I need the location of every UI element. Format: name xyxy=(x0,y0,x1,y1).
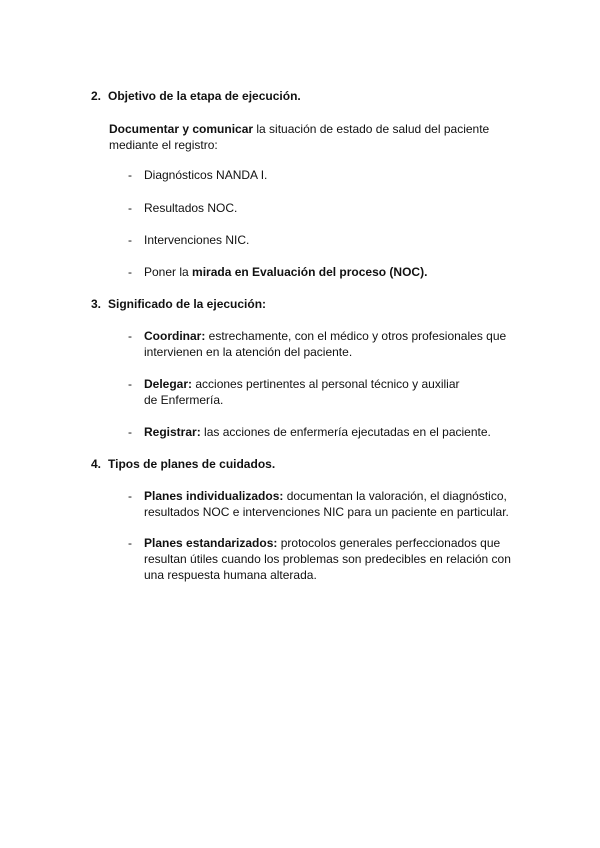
list-item-text xyxy=(144,328,523,360)
section-number: 2. xyxy=(91,89,102,103)
bullet-dash: - xyxy=(128,425,132,439)
item-pre: Poner la xyxy=(144,265,193,279)
section-title: Significado de la ejecución: xyxy=(108,297,267,311)
item-text: protocolos generales perfeccionados que resultan útiles cuando los problemas son predecibles en relación con una respuesta humana alterada. xyxy=(144,536,511,582)
bullet-dash: - xyxy=(128,265,132,279)
bullet-dash: - xyxy=(128,377,132,391)
list-item xyxy=(128,535,523,583)
item-bold: Planes individualizados: xyxy=(144,489,284,503)
section-title: Objetivo de la etapa de ejecución. xyxy=(108,89,301,103)
list-item-text: Intervenciones NIC. xyxy=(144,233,250,247)
item-text: las acciones de enfermería ejecutadas en el paciente. xyxy=(200,425,491,439)
bullet-dash: - xyxy=(128,168,132,182)
intro-bold: Documentar y comunicar xyxy=(109,122,254,136)
item-bold: Registrar: xyxy=(144,425,201,439)
item-text: estrechamente, con el médico y otros profesionales que intervienen en la atención del paciente. xyxy=(144,329,507,359)
bullet-dash: - xyxy=(128,329,132,343)
list-item-text xyxy=(144,424,528,440)
section-4-heading xyxy=(91,456,275,472)
section-2-intro xyxy=(109,121,529,153)
list-item-text xyxy=(144,264,528,280)
bullet-dash: - xyxy=(128,536,132,550)
item-bold: mirada en Evaluación del proceso (NOC). xyxy=(192,265,428,279)
list-item xyxy=(128,232,528,248)
list-item xyxy=(128,328,523,360)
section-3-heading xyxy=(91,296,266,312)
item-bold: Delegar: xyxy=(144,377,193,391)
bullet-dash: - xyxy=(128,233,132,247)
section-number: 3. xyxy=(91,297,102,311)
section-2-heading xyxy=(91,88,301,104)
section-number: 4. xyxy=(91,457,102,471)
list-item xyxy=(128,488,523,520)
list-item xyxy=(128,376,473,408)
section-title: Tipos de planes de cuidados. xyxy=(108,457,276,471)
list-item xyxy=(128,167,528,183)
list-item-text: Diagnósticos NANDA I. xyxy=(144,168,268,182)
list-item-text xyxy=(144,535,523,583)
item-bold: Coordinar: xyxy=(144,329,206,343)
list-item-text xyxy=(144,488,523,520)
intro-text: la situación de estado de salud del paciente mediante el registro: xyxy=(109,122,490,152)
bullet-dash: - xyxy=(128,489,132,503)
list-item-text xyxy=(144,376,473,408)
list-item xyxy=(128,200,528,216)
list-item-text: Resultados NOC. xyxy=(144,201,238,215)
item-text: acciones pertinentes al personal técnico y auxiliar de Enfermería. xyxy=(144,377,460,407)
list-item xyxy=(128,424,528,440)
item-text: documentan la valoración, el diagnóstico, resultados NOC e intervenciones NIC para un paciente en particular. xyxy=(144,489,509,519)
list-item xyxy=(128,264,528,280)
item-bold: Planes estandarizados: xyxy=(144,536,278,550)
bullet-dash: - xyxy=(128,201,132,215)
